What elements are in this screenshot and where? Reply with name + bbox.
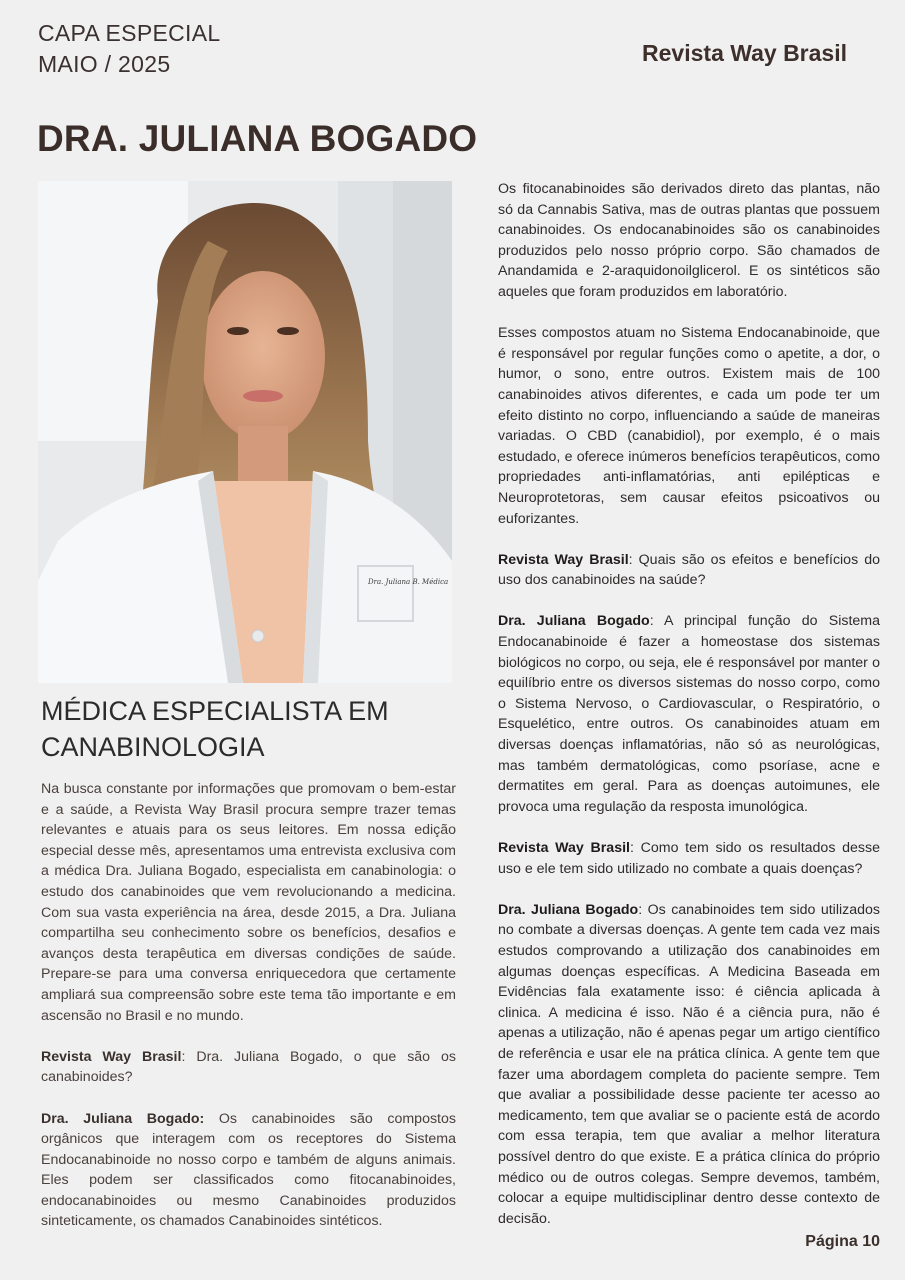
page-number: Página 10 bbox=[805, 1233, 880, 1250]
edition-kicker bbox=[38, 18, 220, 80]
portrait-photo bbox=[38, 181, 452, 683]
question-text: : Como tem sido os resultados desse uso e ele tem sido utilizado no combate a quais doenças? bbox=[498, 840, 880, 877]
body-paragraph: Esses compostos atuam no Sistema Endocanabinoide, que é responsável por regular funções como o apetite, a dor, o humor, o sono, entre outros. Existem mais de 100 canabinoides ativos diferentes, e cada um pode ter um efeito distinto no corpo, influenciando a saúde de maneiras variadas. O CBD (canabidiol), por exemplo, é o mais estudado, e oferece inúmeros benefícios terapêuticos, como propriedades anti-inflamatórias, anti epilépticas e Neuroprotetoras, sem causar efeitos psicoativos ou euforizantes. bbox=[498, 325, 880, 527]
coat-embroidery: Dra. Juliana B. Médica bbox=[368, 578, 449, 586]
answer-text: : A principal função do Sistema Endocanabinoide é fazer a homeostase dos sistemas biológicos no corpo, ou seja, ele é responsável por manter o equilíbrio entre os diversos sistemas do nosso corpo, como o Sistema Nervoso, o Cardiovascular, o Respiratório, o Esquelético, entre outros. Os canabinoides atuam em diversas doenças inflamatórias, não só as neurológicas, mas também dermatológicas, como psoríase, acne e dermatites em geral. Para as doenças autoimunes, ele provoca uma regulação da resposta imunológica. bbox=[498, 613, 881, 815]
left-column bbox=[41, 779, 456, 1253]
intro-paragraph: Na busca constante por informações que promovam o bem-estar e a saúde, a Revista Way Brasil procura sempre trazer temas relevantes e atuais para os seus leitores. Em nossa edição especial desse mês, apresentamos uma entrevista exclusiva com a médica Dra. Juliana Bogado, especialista em canabinologia: o estudo dos canabinoides que vem revolucionando a medicina. Com sua vasta experiência na área, desde 2015, a Dra. Juliana compartilha seu conhecimento sobre os benefícios, desafios e avanços desta terapêutica em diversas condições de saúde. Prepare-se para uma conversa enriquecedora que certamente ampliará sua compreensão sobre este tema tão importante e em ascensão no Brasil e no mundo. bbox=[41, 781, 456, 1024]
magazine-name: Revista Way Brasil bbox=[642, 40, 847, 66]
kicker-line-2: MAIO / 2025 bbox=[38, 51, 171, 77]
speaker-doctor: Dra. Juliana Bogado: bbox=[41, 1110, 205, 1127]
answer-1 bbox=[41, 1109, 456, 1233]
answer-3 bbox=[498, 900, 880, 1230]
question-2 bbox=[498, 550, 880, 591]
question-text: : Dra. Juliana Bogado, o que são os canabinoides? bbox=[41, 1048, 456, 1086]
question-1 bbox=[41, 1047, 456, 1088]
answer-text: : Os canabinoides tem sido utilizados no combate a diversas doenças. A gente tem cada vez mais estudos comprovando a utilização dos canabinoides em algumas doenças específicas. A Medicina Baseada em Evidências fala exatamente isso: é ciência aplicada à clinica. A medicina é isso. Não é a ciência pura, não é apenas a utilização, não é apenas pegar um artigo científico de referência e usar ele na prática clínica. A gente tem que fazer uma abordagem completa do paciente sempre. Tem que avaliar a possibilidade desse paciente ter acesso ao medicamento, tem que avaliar se o paciente está de acordo com essa terapia, tem que avaliar a melhor literatura possível dentro do que existe. E a prática clínica do próprio médico ou de outros colegas. Sempre devemos, também, colocar a equipe multidisciplinar dentro desse contexto de decisão. bbox=[498, 901, 880, 1227]
section-title: MÉDICA ESPECIALISTA EM CANABINOLOGIA bbox=[41, 696, 389, 762]
answer-2 bbox=[498, 611, 880, 817]
page-title: DRA. JULIANA BOGADO bbox=[37, 118, 478, 159]
speaker-doctor: Dra. Juliana Bogado bbox=[498, 613, 650, 630]
body-paragraph: Os fitocanabinoides são derivados direto das plantas, não só da Cannabis Sativa, mas de outras plantas que possuem canabinoides. Os endocanabinoides são os canabinoides produzidos pelo nosso próprio corpo. São chamados de Anandamida e 2-araquidonoilglicerol. E os sintéticos são aqueles que foram produzidos em laboratório. bbox=[498, 181, 880, 300]
kicker-line-1: CAPA ESPECIAL bbox=[38, 20, 221, 46]
answer-text: Os canabinoides são compostos orgânicos que interagem com os receptores do Sistema Endocanabinoide no nosso corpo e também de alguns animais. Eles podem ser classificados como fitocanabinoides, endocanabinoides ou mesmo Canabinoides produzidos sinteticamente, os chamados Canabinoides sintéticos. bbox=[41, 1110, 456, 1230]
question-3 bbox=[498, 838, 880, 879]
speaker-magazine: Revista Way Brasil bbox=[498, 840, 630, 856]
speaker-doctor: Dra. Juliana Bogado bbox=[498, 901, 639, 918]
speaker-magazine: Revista Way Brasil bbox=[41, 1048, 182, 1065]
question-text: : Quais são os efeitos e benefícios do uso dos canabinoides na saúde? bbox=[498, 551, 880, 589]
right-column bbox=[498, 179, 880, 1250]
speaker-magazine: Revista Way Brasil bbox=[498, 551, 629, 568]
